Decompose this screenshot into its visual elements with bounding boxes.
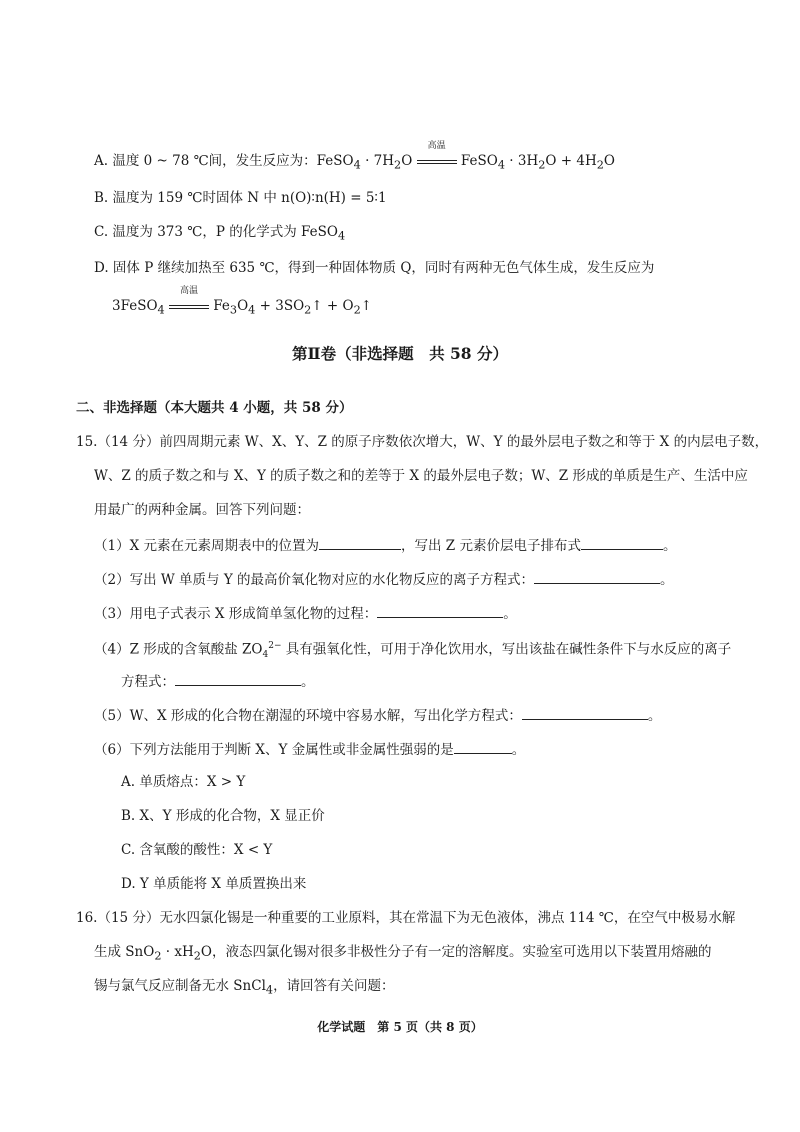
q15-option-c: C. 含氧酸的酸性：X < Y: [121, 842, 273, 858]
answer-blank[interactable]: [581, 535, 663, 550]
q15-option-d: D. Y 单质能将 X 单质置换出来: [121, 876, 307, 892]
q14-option-d-equation: 3FeSO$_4$ 高温 $Fe_3O_4$ + $3SO_2↑$ + $O_2↑$: [112, 286, 373, 317]
section-title: 第Ⅱ卷（非选择题 共 58 分）: [292, 344, 508, 363]
equilibrium-arrow: 高温: [417, 152, 457, 170]
q16-stem-line2: 生成 $SnO_2 \cdot xH_2O$，液态四氯化锡对很多非极性分子有一定的溶解度。实验室可选用以下装置用熔融的: [94, 944, 712, 963]
section-header: 二、非选择题（本大题共 4 小题，共 58 分）: [76, 400, 353, 416]
q15-part6: （6）下列方法能用于判断 X、Y 金属性或非金属性强弱的是 。: [94, 739, 525, 759]
q15-option-a: A. 单质熔点：X > Y: [121, 774, 246, 790]
answer-blank[interactable]: [534, 569, 660, 584]
q15-stem-line2: W、Z 的质子数之和与 X、Y 的质子数之和的差等于 X 的最外层电子数；W、Z 形成的单质是生产、生活中应: [94, 468, 748, 484]
answer-blank[interactable]: [454, 739, 512, 754]
q14-option-a: A. 温度 0 ~ 78 ℃间，发生反应为：FeSO$_4$ · $7H_2O$ 高温 FeSO$_4$ · $3H_2O + 4H_2O$: [94, 141, 615, 172]
q16-stem-line3: 锡与氯气反应制备无水 SnCl$_4$，请回答有关问题：: [94, 978, 395, 997]
q15-stem-line1: 15.（14 分）前四周期元素 W、X、Y、Z 的原子序数依次增大，W、Y 的最外层电子数之和等于 X 的内层电子数，: [76, 434, 769, 450]
answer-blank[interactable]: [319, 535, 401, 550]
q15-part4-cont: 方程式： 。: [121, 671, 315, 691]
q14-option-d: D. 固体 P 继续加热至 635 ℃，得到一种固体物质 Q，同时有两种无色气体生成，发生反应为: [94, 260, 655, 276]
page-footer: 化学试题 第 5 页（共 8 页）: [317, 1020, 483, 1034]
q15-part1: （1）X 元素在元素周期表中的位置为 ，写出 Z 元素价层电子排布式 。: [94, 535, 676, 555]
q14-option-b: B. 温度为 159 ℃时固体 N 中 n(O)∶n(H) = 5∶1: [94, 190, 387, 206]
answer-blank[interactable]: [377, 603, 503, 618]
q15-option-b: B. X、Y 形成的化合物，X 显正价: [121, 808, 325, 824]
q15-part2: （2）写出 W 单质与 Y 的最高价氧化物对应的水化物反应的离子方程式： 。: [94, 569, 674, 589]
q14-option-c: C. 温度为 373 ℃，P 的化学式为 FeSO$_4$: [94, 224, 346, 243]
q15-part4: （4）Z 形成的含氧酸盐 $ZO_4^{2-}$ 具有强氧化性，可用于净化饮用水，写出该盐在碱性条件下与水反应的离子: [94, 641, 732, 661]
answer-blank[interactable]: [522, 705, 648, 720]
q15-part5: （5）W、X 形成的化合物在潮湿的环境中容易水解，写出化学方程式： 。: [94, 705, 661, 725]
q15-stem-line3: 用最广的两种金属。回答下列问题：: [94, 502, 310, 518]
q16-stem-line1: 16.（15 分）无水四氯化锡是一种重要的工业原料，其在常温下为无色液体，沸点 114 ℃，在空气中极易水解: [76, 910, 736, 926]
q15-part3: （3）用电子式表示 X 形成简单氢化物的过程： 。: [94, 603, 517, 623]
answer-blank[interactable]: [175, 671, 301, 686]
equilibrium-arrow: 高温: [169, 297, 209, 315]
